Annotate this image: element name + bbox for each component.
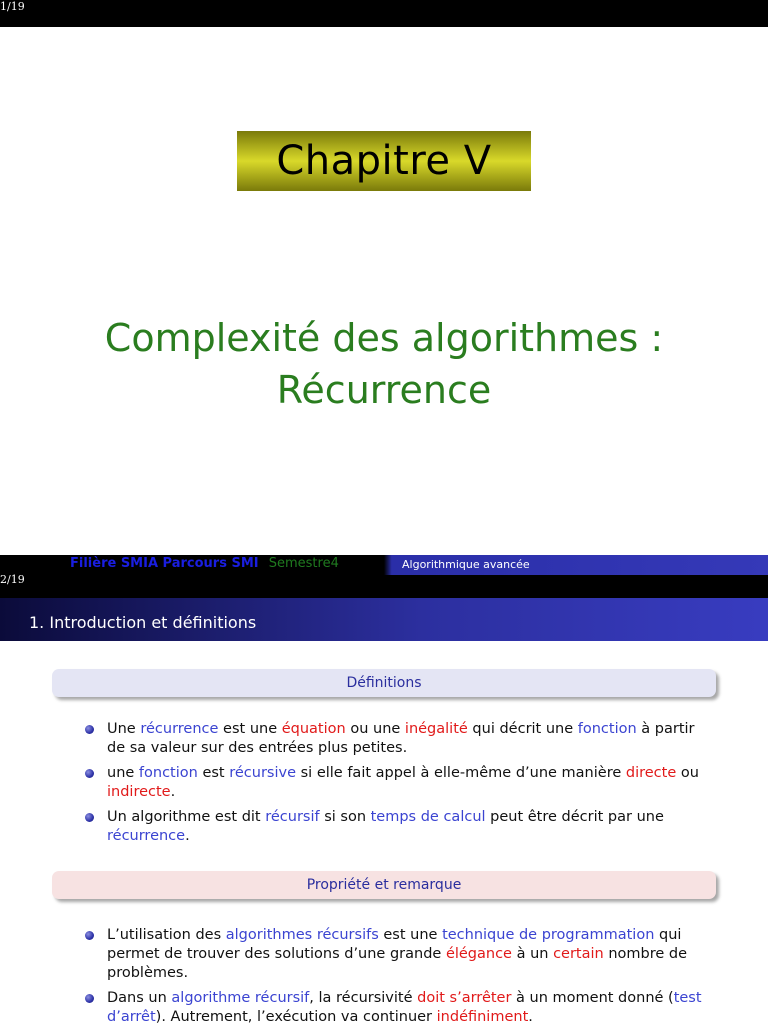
text-segment: . <box>170 784 176 800</box>
text-segment: peut être décrit par une <box>485 809 664 825</box>
text-segment: , la récursivité <box>309 990 418 1006</box>
text-segment: si son <box>319 809 371 825</box>
properties-list <box>85 926 705 1033</box>
text-segment: récurrence <box>140 721 219 737</box>
text-segment: ). Autrement, l’exécution va continuer <box>155 1009 437 1025</box>
text-segment: indirecte <box>107 784 171 800</box>
text-segment: récursive <box>229 765 297 781</box>
text-segment: équation <box>281 721 346 737</box>
bullet-icon <box>85 725 94 734</box>
text-segment: est une <box>218 721 282 737</box>
slide1-title <box>0 312 768 416</box>
definitions-list <box>85 720 705 852</box>
text-segment: est une <box>378 927 443 943</box>
text-segment: L’utilisation des <box>107 927 226 943</box>
text-segment: qui permet de trouver des solutions d’une grande <box>107 927 682 962</box>
text-segment: test d’arrêt <box>107 990 702 1025</box>
chapter-banner <box>237 131 531 191</box>
text-segment: fonction <box>577 721 637 737</box>
slide1-title-line2: Récurrence <box>276 368 492 412</box>
bullet-icon <box>85 931 94 940</box>
section-title: 1. Introduction et définitions <box>29 613 257 632</box>
slide2-page-number: 2/19 <box>0 573 25 586</box>
list-item <box>85 926 705 983</box>
chapter-title: Chapitre V <box>276 138 492 184</box>
text-segment: temps de calcul <box>370 809 486 825</box>
text-segment: à un <box>511 946 554 962</box>
text-segment: technique de programmation <box>442 927 655 943</box>
slide2-header-strip <box>0 555 768 575</box>
text-segment: algorithme récursif <box>171 990 310 1006</box>
bullet-icon <box>85 813 94 822</box>
list-item <box>85 720 705 758</box>
text-segment: inégalité <box>404 721 468 737</box>
slide1-top-bar <box>0 0 768 27</box>
course-label: Algorithmique avancée <box>402 558 530 571</box>
text-segment: est <box>197 765 230 781</box>
text-segment: Dans un <box>107 990 172 1006</box>
bullet-icon <box>85 994 94 1003</box>
text-segment: indéfiniment <box>436 1009 529 1025</box>
text-segment: une <box>107 765 139 781</box>
text-segment: ou une <box>345 721 405 737</box>
text-segment: si elle fait appel à elle-même d’une manière <box>296 765 626 781</box>
section-bar <box>0 598 768 641</box>
definitions-block-title: Définitions <box>52 669 716 697</box>
text-segment: qui décrit une <box>467 721 578 737</box>
bullet-icon <box>85 769 94 778</box>
text-segment: nombre de problèmes. <box>107 946 688 981</box>
text-segment: Un algorithme est dit <box>107 809 266 825</box>
list-item <box>85 808 705 846</box>
slide1-page-number: 1/19 <box>0 0 25 13</box>
list-item <box>85 764 705 802</box>
text-segment: à partir de sa valeur sur des entrées plus petites. <box>107 721 695 756</box>
text-segment: certain <box>553 946 604 962</box>
text-segment: récursif <box>265 809 320 825</box>
properties-block-title: Propriété et remarque <box>52 871 716 899</box>
text-segment: à un moment donné ( <box>511 990 674 1006</box>
text-segment: directe <box>625 765 677 781</box>
text-segment: algorithmes récursifs <box>225 927 379 943</box>
text-segment: récurrence <box>107 828 186 844</box>
text-segment: ou <box>676 765 699 781</box>
list-item <box>85 989 705 1027</box>
text-segment: doit s’arrêter <box>417 990 512 1006</box>
program-label: Filière SMIA Parcours SMI <box>70 556 259 571</box>
text-segment: . <box>185 828 190 844</box>
text-segment: Une <box>107 721 141 737</box>
text-segment: élégance <box>445 946 512 962</box>
slide1-title-line1: Complexité des algorithmes : <box>104 316 664 360</box>
semester-label: Semestre4 <box>268 556 339 571</box>
text-segment: fonction <box>138 765 198 781</box>
text-segment: . <box>528 1009 533 1025</box>
